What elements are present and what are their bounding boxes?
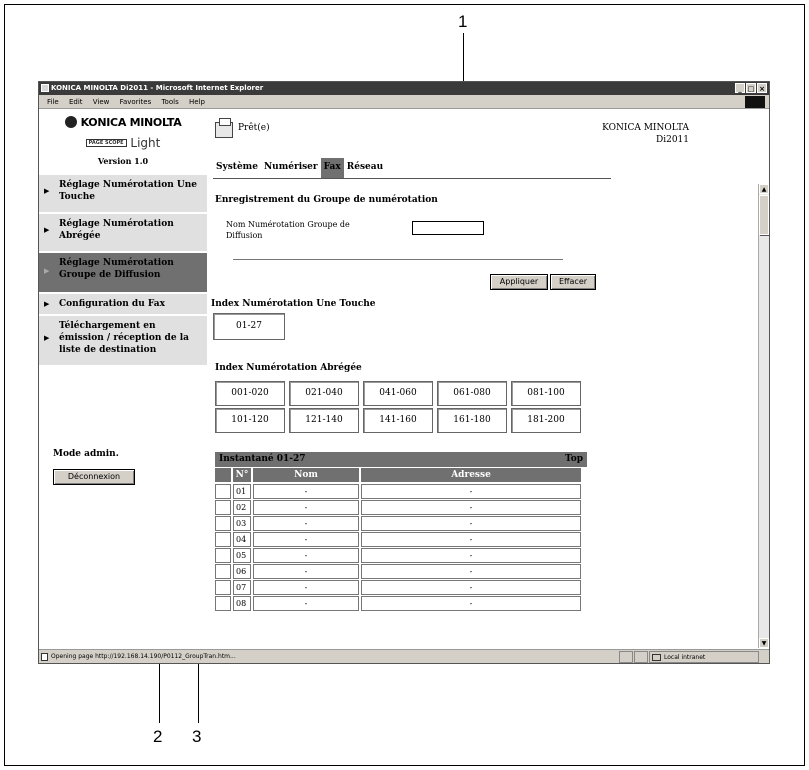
row-select-cell[interactable] <box>215 548 231 563</box>
group-name-input[interactable] <box>412 221 484 235</box>
abbreviated-range-link[interactable]: 141-160 <box>363 408 433 433</box>
sidebar-item-one-touch[interactable] <box>39 175 207 213</box>
mode-admin-label: Mode admin. <box>53 449 119 459</box>
globe-icon <box>65 116 77 128</box>
version-label: Version 1.0 <box>97 156 149 166</box>
logo-text: KONICA MINOLTA <box>80 116 182 129</box>
row-name[interactable]: - <box>253 532 359 547</box>
minimize-button[interactable]: _ <box>735 83 745 93</box>
device-brand <box>509 122 689 146</box>
row-name[interactable]: - <box>253 564 359 579</box>
row-select-cell[interactable] <box>215 596 231 611</box>
column-header-select <box>215 468 231 482</box>
row-select-cell[interactable] <box>215 580 231 595</box>
sidebar-item-abbreviated[interactable] <box>39 214 207 252</box>
row-name[interactable]: - <box>253 516 359 531</box>
callout-2: 2 <box>153 727 163 746</box>
sidebar-item-download[interactable] <box>39 316 207 366</box>
row-name[interactable]: - <box>253 596 359 611</box>
sidebar-item-group[interactable] <box>39 253 207 293</box>
tab-network[interactable]: Réseau <box>346 162 384 172</box>
scroll-down-icon[interactable]: ▼ <box>759 638 769 648</box>
row-number: 05 <box>233 548 251 563</box>
pagescope-logo <box>39 136 207 150</box>
arrow-right-icon: ▶ <box>44 225 50 234</box>
status-bar <box>39 649 769 663</box>
menu-view[interactable]: View <box>92 98 110 106</box>
zone-label: Local intranet <box>664 654 706 661</box>
security-zone <box>649 651 759 663</box>
clear-button[interactable]: Effacer <box>550 274 596 290</box>
vertical-scrollbar[interactable] <box>758 184 769 648</box>
row-number: 06 <box>233 564 251 579</box>
row-name[interactable]: - <box>253 484 359 499</box>
abbreviated-range-link[interactable]: 061-080 <box>437 381 507 406</box>
printer-status: Prêt(e) <box>238 123 270 133</box>
tab-fax[interactable]: Fax <box>321 158 344 178</box>
row-name[interactable]: - <box>253 548 359 563</box>
tab-system[interactable]: Système <box>216 162 258 172</box>
pagescope-text: Light <box>130 136 161 150</box>
arrow-right-icon: ▶ <box>44 333 50 342</box>
sidebar-item-label: Téléchargement en émission / réception de la liste de destination <box>59 321 189 355</box>
row-number: 02 <box>233 500 251 515</box>
row-name[interactable]: - <box>253 580 359 595</box>
abbreviated-index-title: Index Numérotation Abrégée <box>215 363 362 373</box>
top-link[interactable]: Top <box>565 454 583 464</box>
tab-scan[interactable]: Numériser <box>263 162 318 172</box>
status-pane <box>634 651 648 663</box>
status-text: Opening page http://192.168.14.190/P0112_GroupTran.htm... <box>51 653 236 660</box>
column-header-address: Adresse <box>361 468 581 482</box>
maximize-button[interactable]: □ <box>747 85 755 93</box>
form-title: Enregistrement du Groupe de numérotation <box>215 195 438 205</box>
row-select-cell[interactable] <box>215 516 231 531</box>
row-number: 08 <box>233 596 251 611</box>
row-number: 01 <box>233 484 251 499</box>
pagescope-badge: PAGE SCOPE <box>86 139 127 147</box>
row-address: - <box>361 500 581 515</box>
group-name-label: Nom Numérotation Groupe de Diffusion <box>226 220 350 240</box>
row-select-cell[interactable] <box>215 500 231 515</box>
abbreviated-range-link[interactable]: 101-120 <box>215 408 285 433</box>
sidebar-item-label: Configuration du Fax <box>59 299 165 309</box>
sidebar-item-fax-config[interactable] <box>39 294 207 315</box>
abbreviated-range-link[interactable]: 021-040 <box>289 381 359 406</box>
one-touch-range-link[interactable]: 01-27 <box>213 313 285 340</box>
row-address: - <box>361 548 581 563</box>
row-address: - <box>361 484 581 499</box>
status-pane <box>619 651 633 663</box>
apply-button[interactable]: Appliquer <box>490 274 548 290</box>
printer-icon <box>215 122 233 138</box>
sidebar-item-label: Réglage Numérotation Une Touche <box>59 180 198 202</box>
row-number: 04 <box>233 532 251 547</box>
sidebar <box>39 110 207 648</box>
logout-button[interactable]: Déconnexion <box>53 469 135 485</box>
form-divider <box>233 259 563 260</box>
brand-name: KONICA MINOLTA <box>602 123 689 133</box>
column-header-no: N° <box>233 468 251 482</box>
menu-help[interactable]: Help <box>188 98 205 106</box>
table-title-bar <box>215 452 587 467</box>
table-title: Instantané 01-27 <box>219 454 306 464</box>
row-address: - <box>361 516 581 531</box>
row-address: - <box>361 532 581 547</box>
close-button[interactable]: × <box>757 83 767 93</box>
row-address: - <box>361 580 581 595</box>
abbreviated-range-link[interactable]: 121-140 <box>289 408 359 433</box>
arrow-right-icon: ▶ <box>44 186 50 195</box>
menu-bar <box>39 95 769 109</box>
model-name: Di2011 <box>656 135 689 145</box>
window-title: KONICA MINOLTA Di2011 - Microsoft Internet Explorer <box>51 84 264 92</box>
abbreviated-range-link[interactable]: 041-060 <box>363 381 433 406</box>
one-touch-index-title: Index Numérotation Une Touche <box>211 299 376 309</box>
menu-edit[interactable]: Edit <box>68 98 83 106</box>
abbreviated-range-link[interactable]: 001-020 <box>215 381 285 406</box>
row-number: 03 <box>233 516 251 531</box>
ie-icon <box>41 84 49 92</box>
title-bar <box>39 82 769 95</box>
row-select-cell[interactable] <box>215 532 231 547</box>
callout-3: 3 <box>192 727 202 746</box>
callout-1: 1 <box>458 12 468 31</box>
main-content <box>209 110 761 648</box>
menu-favorites[interactable]: Favorites <box>119 98 152 106</box>
arrow-right-icon: ▶ <box>44 299 50 308</box>
page-loading-icon <box>41 653 48 661</box>
arrow-right-icon: ▶ <box>44 266 50 275</box>
row-select-cell[interactable] <box>215 484 231 499</box>
row-select-cell[interactable] <box>215 564 231 579</box>
abbreviated-range-link[interactable]: 161-180 <box>437 408 507 433</box>
menu-tools[interactable]: Tools <box>161 98 179 106</box>
browser-window <box>38 81 770 664</box>
intranet-icon <box>652 654 661 661</box>
tab-underline <box>213 178 611 179</box>
column-header-name: Nom <box>253 468 359 482</box>
tab-bar <box>213 158 386 178</box>
menu-file[interactable]: File <box>47 98 59 106</box>
scroll-up-icon[interactable]: ▲ <box>759 184 769 194</box>
row-address: - <box>361 564 581 579</box>
sidebar-item-label: Réglage Numérotation Abrégée <box>59 219 174 241</box>
row-address: - <box>361 596 581 611</box>
scroll-thumb[interactable] <box>759 195 769 235</box>
konica-minolta-logo <box>39 116 207 129</box>
sidebar-item-label: Réglage Numérotation Groupe de Diffusion <box>59 258 174 280</box>
row-number: 07 <box>233 580 251 595</box>
abbreviated-range-link[interactable]: 181-200 <box>511 408 581 433</box>
windows-logo-icon <box>745 96 765 108</box>
row-name[interactable]: - <box>253 500 359 515</box>
abbreviated-range-link[interactable]: 081-100 <box>511 381 581 406</box>
